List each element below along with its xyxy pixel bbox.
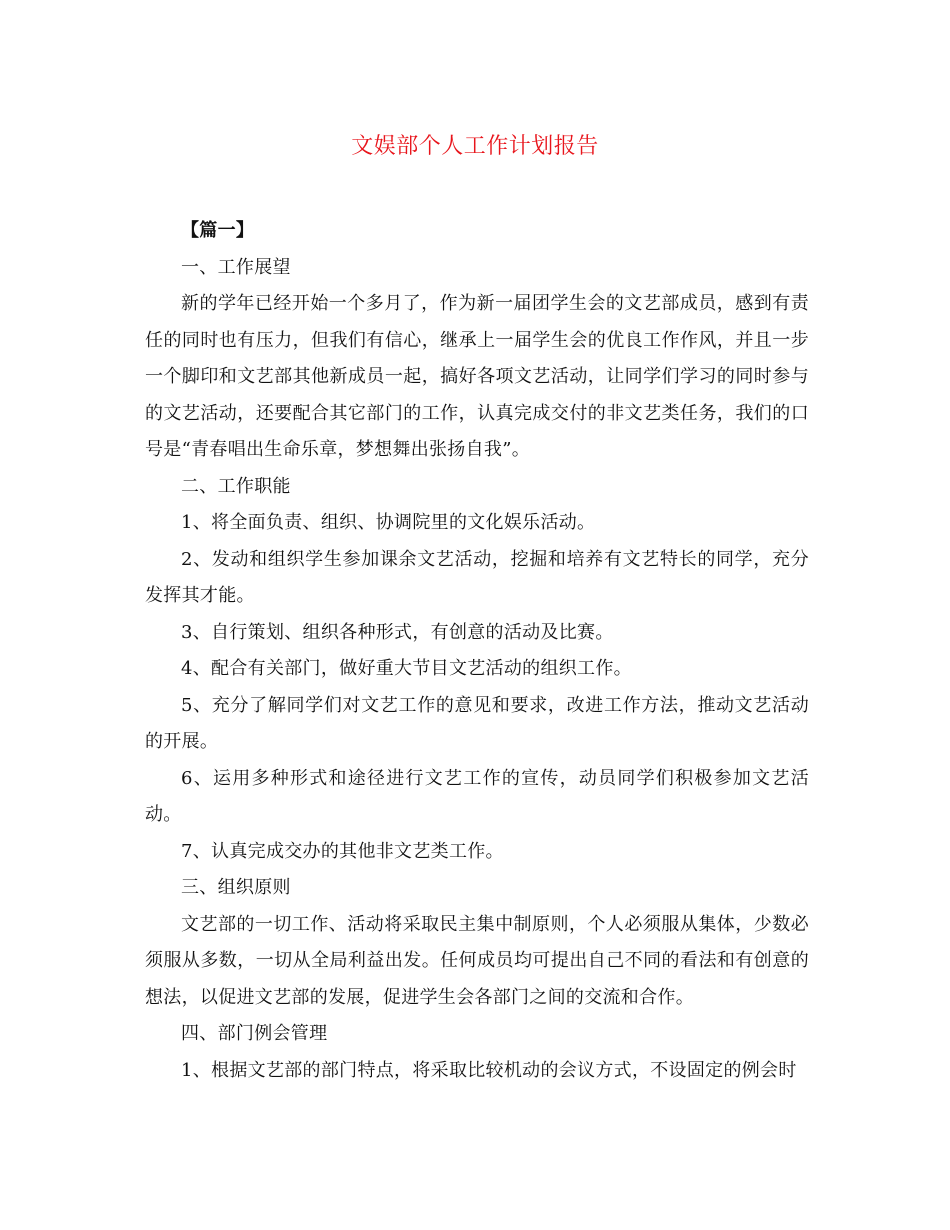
paragraph-work-outlook: 新的学年已经开始一个多月了，作为新一届团学生会的文艺部成员，感到有责任的同时也有压力，但我们有信心，继承上一届学生会的优良工作作风，并且一步一个脚印和文艺部其他新成员一起，搞好各项文艺活动，让同学们学习的同时参与的文艺活动，还要配合其它部门的工作，认真完成交付的非文艺类任务，我们的口号是“青春唱出生命乐章，梦想舞出张扬自我”。 (145, 293, 809, 460)
list-item-function-6: 6、运用多种形式和途径进行文艺工作的宣传，动员同学们积极参加文艺活动。 (145, 767, 809, 825)
list-item-function-5: 5、充分了解同学们对文艺工作的意见和要求，改进工作方法，推动文艺活动的开展。 (145, 694, 809, 752)
heading-meeting-management: 四、部门例会管理 (181, 1023, 328, 1044)
heading-work-functions: 二、工作职能 (181, 475, 291, 497)
document-body (145, 213, 809, 1089)
document-title: 文娱部个人工作计划报告 (351, 134, 599, 159)
list-item-function-3: 3、自行策划、组织各种形式，有创意的活动及比赛。 (181, 621, 614, 643)
list-item-function-4: 4、配合有关部门，做好重大节目文艺活动的组织工作。 (181, 658, 632, 679)
list-item-function-2: 2、发动和组织学生参加课余文艺活动，挖掘和培养有文艺特长的同学，充分发挥其才能。 (145, 548, 809, 606)
heading-work-outlook: 一、工作展望 (181, 256, 291, 278)
list-item-meeting-1: 1、根据文艺部的部门特点，将采取比较机动的会议方式，不设固定的例会时 (181, 1059, 797, 1081)
heading-organization-principle: 三、组织原则 (181, 877, 291, 898)
paragraph-organization-principle: 文艺部的一切工作、活动将采取民主集中制原则，个人必须服从集体，少数必须服从多数，一切从全局利益出发。任何成员均可提出自己不同的看法和有创意的想法，以促进文艺部的发展，促进学生会各部门之间的交流和合作。 (145, 913, 809, 1008)
section-label-part-one: 【篇一】 (181, 220, 255, 241)
list-item-function-1: 1、将全面负责、组织、协调院里的文化娱乐活动。 (181, 512, 596, 533)
list-item-function-7: 7、认真完成交办的其他非文艺类工作。 (181, 840, 504, 862)
